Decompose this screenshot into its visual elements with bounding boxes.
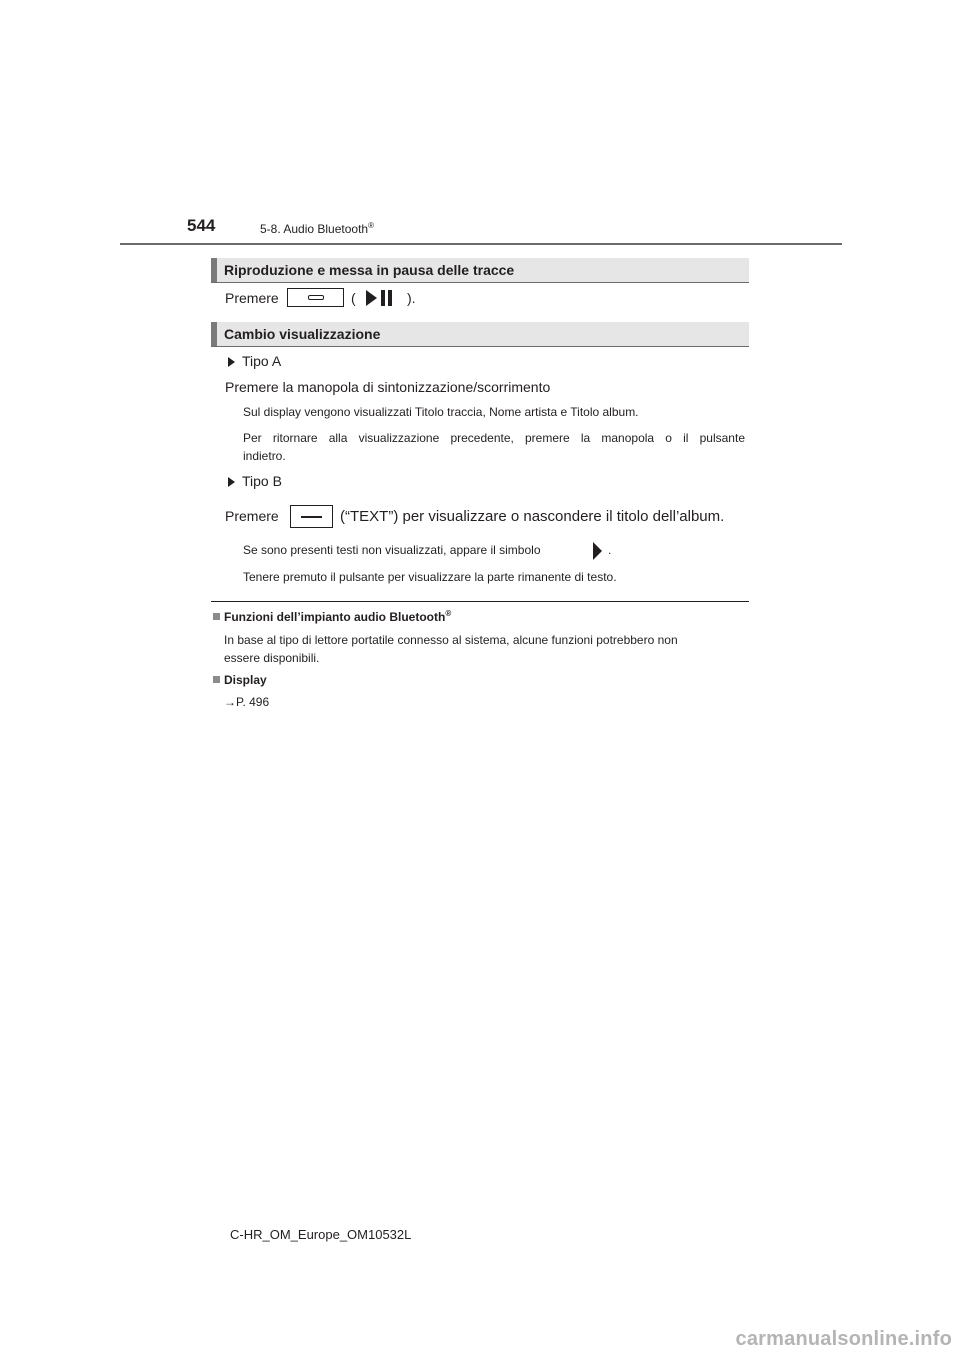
section-title-text: 5-8. Audio Bluetooth — [260, 222, 369, 236]
note-square-icon — [213, 676, 220, 683]
bullet-triangle-icon — [228, 357, 235, 367]
note-heading-bluetooth — [224, 609, 451, 624]
type-b-instruction-pre: Premere — [225, 508, 279, 524]
play-pause-icon — [366, 290, 396, 306]
text-button-graphic — [290, 505, 333, 528]
note-body-bluetooth — [224, 631, 754, 667]
bullet-triangle-icon — [228, 477, 235, 487]
section-heading-display — [211, 322, 749, 347]
note-body-line2: essere disponibili. — [224, 651, 320, 665]
playback-instruction-text: Premere — [225, 290, 279, 306]
type-a-note-1: Sul display vengono visualizzati Titolo traccia, Nome artista e Titolo album. — [243, 405, 639, 419]
notes-divider — [211, 601, 749, 602]
scroll-arrow-shape — [593, 542, 602, 560]
note-square-icon — [213, 613, 220, 620]
paren-close: ). — [407, 290, 416, 306]
knob-slot-icon — [308, 295, 324, 300]
note-heading-display: Display — [224, 673, 267, 687]
scroll-arrow-svg — [592, 541, 604, 561]
paren-open: ( — [351, 290, 356, 306]
page-reference-link[interactable]: →P. 496 — [224, 695, 270, 709]
page-number: 544 — [187, 216, 216, 235]
type-a-instruction: Premere la manopola di sintonizzazione/scorrimento — [225, 379, 551, 395]
registered-mark: ® — [445, 609, 452, 618]
watermark: carmanualsonline.info — [735, 1328, 952, 1350]
header-divider — [120, 243, 842, 245]
knob-button-graphic — [287, 288, 344, 307]
type-a-label: Tipo A — [242, 353, 282, 369]
type-b-note-2: Tenere premuto il pulsante per visualizzare la parte rimanente di testo. — [243, 570, 617, 584]
type-a-note-2-line1: Per ritornare alla visualizzazione precedente, premere la manopola o il pulsante — [243, 431, 745, 445]
section-heading-playback — [211, 258, 749, 283]
document-id: C-HR_OM_Europe_OM10532L — [230, 1227, 412, 1242]
pause-bar-right — [388, 290, 392, 306]
play-pause-svg — [366, 290, 396, 306]
scroll-arrow-icon — [592, 541, 604, 561]
play-triangle — [366, 290, 377, 306]
type-b-label: Tipo B — [242, 473, 282, 489]
pause-bar-left — [381, 290, 385, 306]
section-title — [260, 221, 374, 236]
note-body-line1: In base al tipo di lettore portatile connesso al sistema, alcune funzioni potrebbero non — [224, 633, 678, 647]
type-a-note-2-line2: indietro. — [243, 449, 286, 463]
heading-bar — [211, 322, 217, 346]
section-heading-text: Cambio visualizzazione — [224, 326, 381, 342]
type-b-note-1-pre: Se sono presenti testi non visualizzati, appare il simbolo — [243, 543, 541, 557]
type-b-instruction-post: (“TEXT”) per visualizzare o nascondere il titolo dell’album. — [340, 508, 725, 525]
text-button-line-icon — [301, 516, 322, 518]
section-heading-text: Riproduzione e messa in pausa delle tracce — [224, 262, 515, 278]
heading-bar — [211, 258, 217, 282]
registered-mark: ® — [368, 221, 374, 230]
type-b-note-1-post: . — [608, 543, 612, 557]
note-heading-text: Funzioni dell’impianto audio Bluetooth — [224, 610, 446, 624]
